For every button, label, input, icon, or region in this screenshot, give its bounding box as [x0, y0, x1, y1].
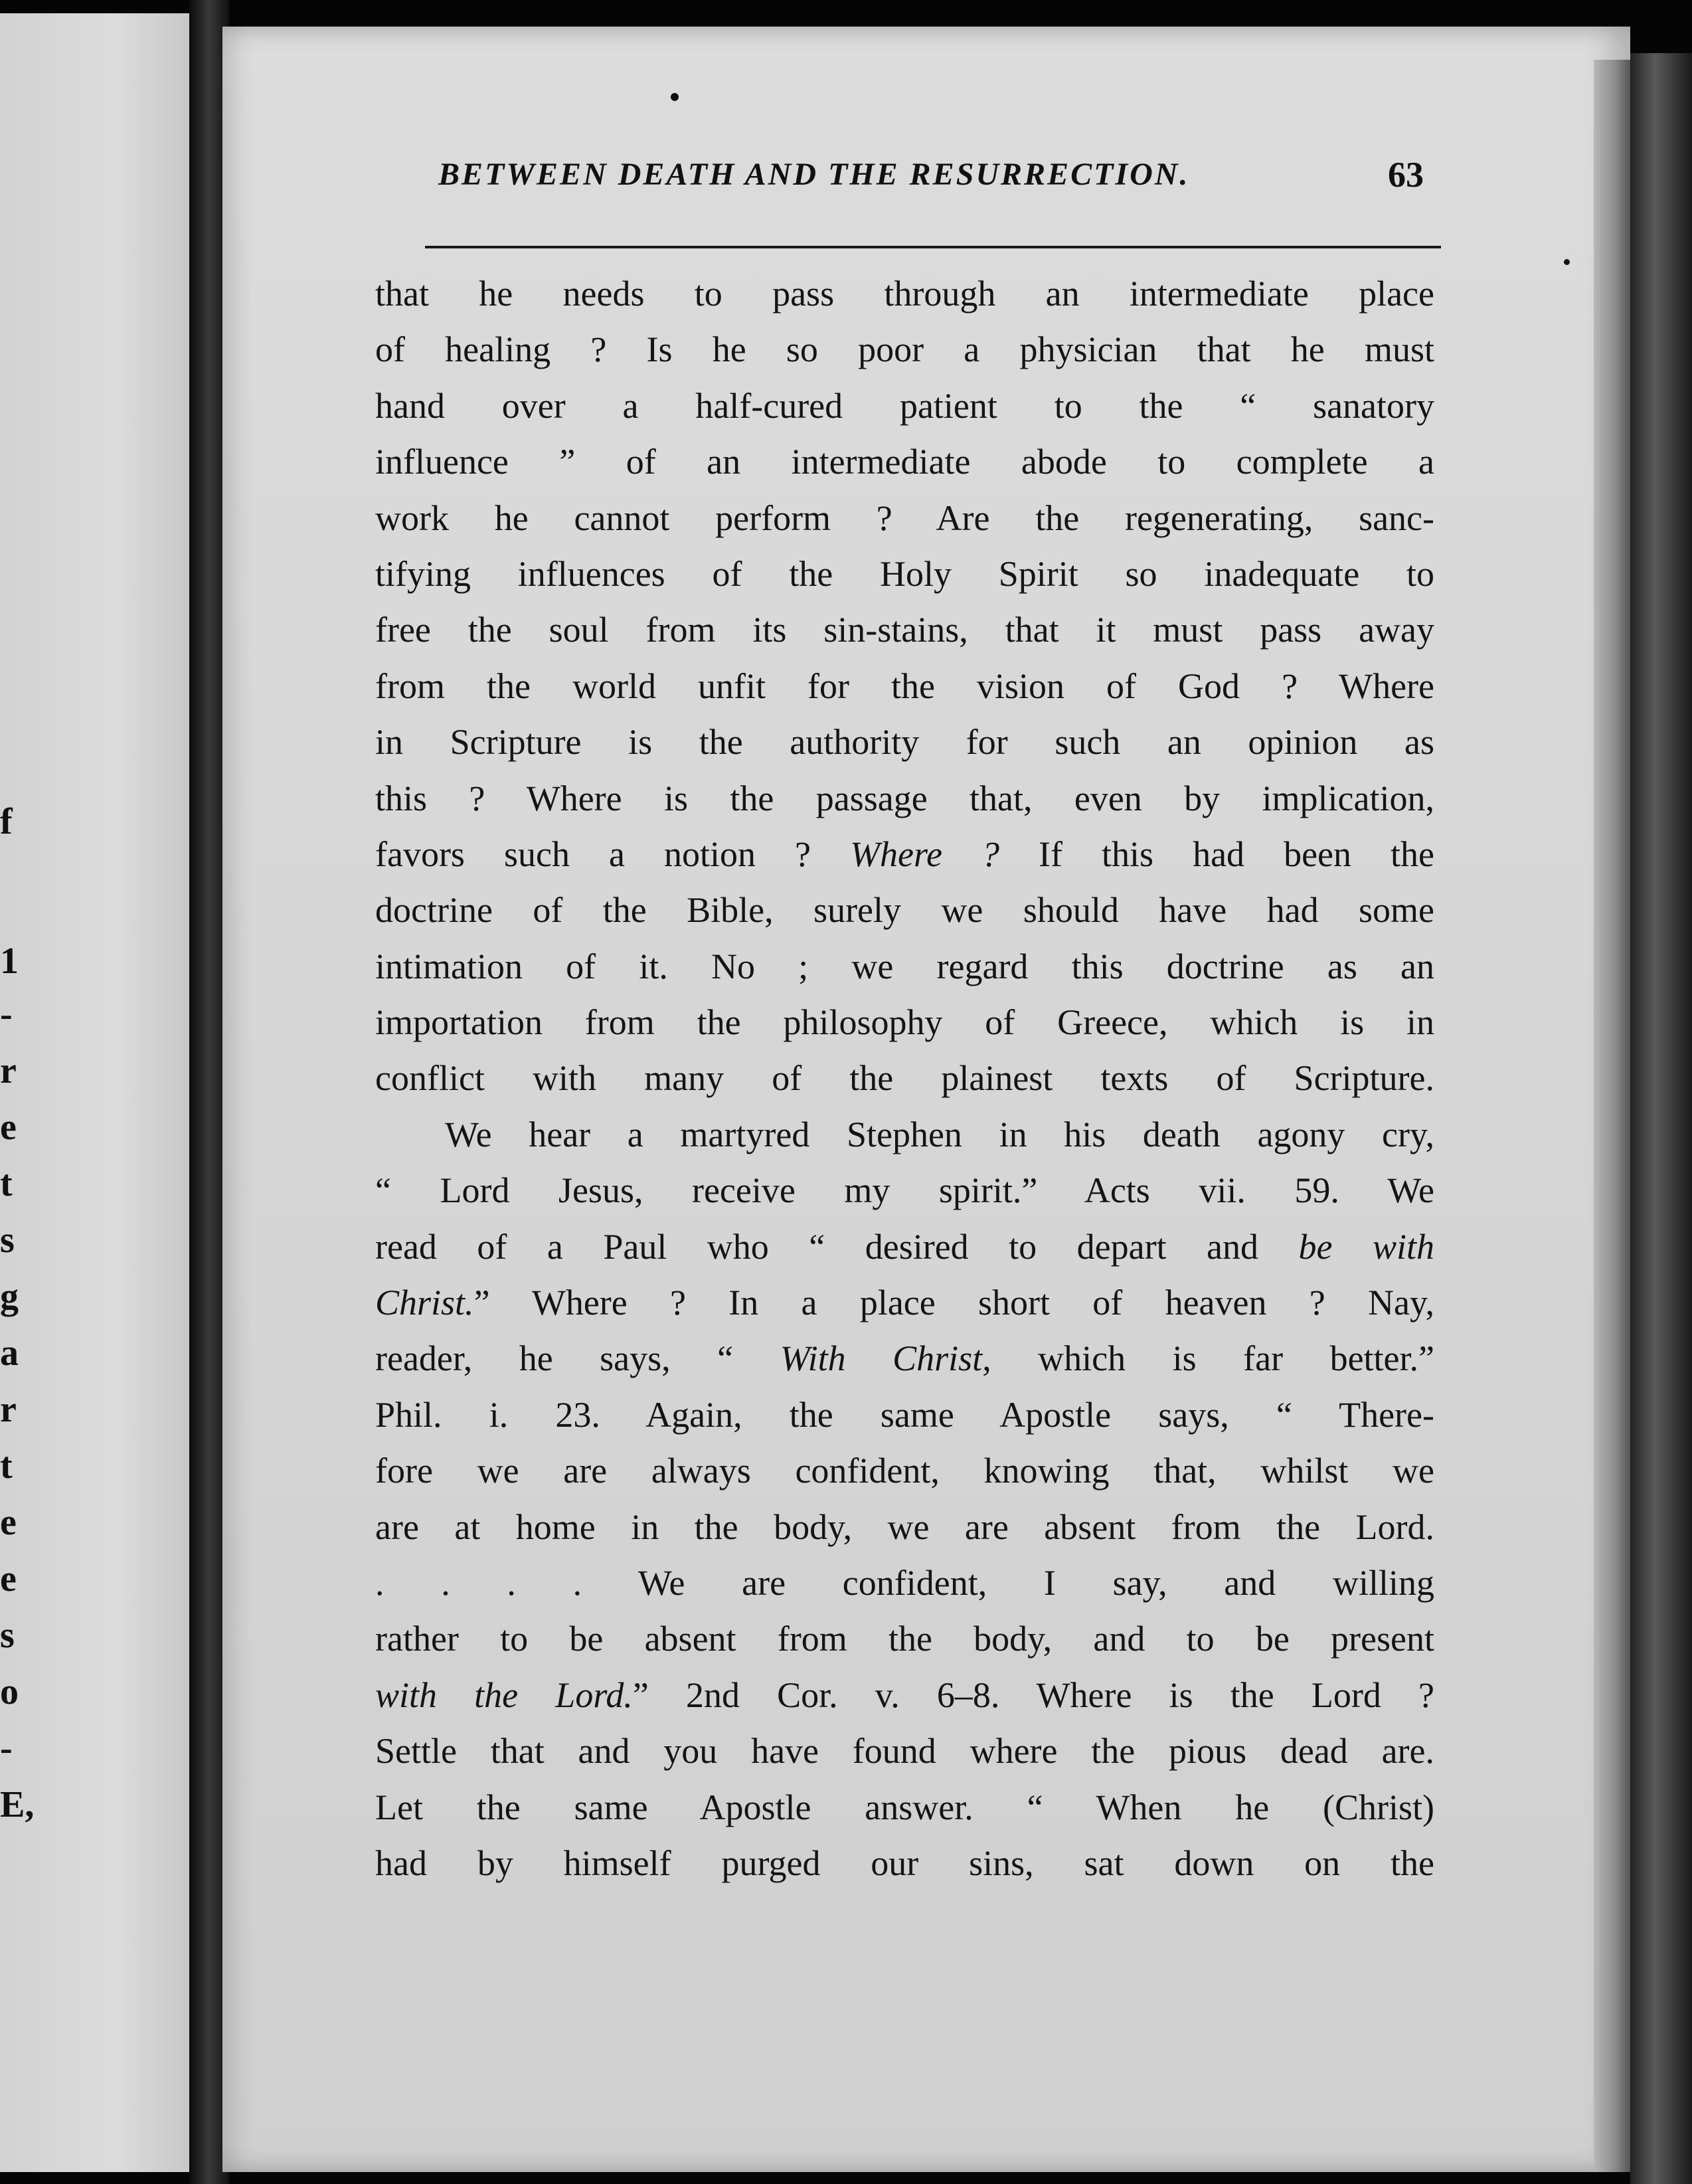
text-line	[375, 378, 1434, 434]
italic-text: with the Lord.	[375, 1675, 633, 1715]
text-segment: , which is far better.”	[982, 1338, 1434, 1379]
left-margin-fragment: a	[0, 1332, 19, 1374]
left-margin-fragment: E,	[0, 1784, 35, 1825]
text-segment: read of a Paul who “ desired to depart and	[375, 1226, 1299, 1267]
text-segment: in Scripture is the authority for such an opinion as	[375, 722, 1434, 763]
text-segment: work he cannot perform ? Are the regenerating, sanc-	[375, 498, 1434, 538]
text-line	[375, 658, 1434, 714]
left-margin-fragment: r	[0, 1050, 17, 1091]
left-margin-fragment: r	[0, 1389, 17, 1430]
text-line	[375, 1275, 1434, 1330]
ink-speck	[671, 93, 679, 101]
text-line	[375, 602, 1434, 658]
text-segment: Settle that and you have found where the pious dead are.	[375, 1731, 1434, 1772]
left-margin-fragment: o	[0, 1671, 19, 1712]
text-segment: conflict with many of the plainest texts of Scripture.	[375, 1058, 1434, 1099]
text-line	[375, 1330, 1434, 1386]
text-line	[375, 546, 1434, 602]
italic-text: Christ.	[375, 1283, 474, 1323]
left-facing-page	[0, 13, 189, 2172]
text-line	[375, 882, 1434, 938]
italic-text: Where ?	[850, 834, 999, 874]
text-segment: We hear a martyred Stephen in his death agony cry,	[445, 1114, 1434, 1154]
text-line	[375, 434, 1434, 490]
text-line	[375, 1555, 1434, 1611]
text-segment: “ Lord Jesus, receive my spirit.” Acts vii. 59. We	[375, 1170, 1434, 1211]
left-margin-fragment: 1	[0, 941, 19, 982]
text-segment: had by himself purged our sins, sat down on the	[375, 1843, 1434, 1883]
page-number: 63	[1388, 155, 1424, 195]
text-line	[375, 1835, 1434, 1891]
text-segment: free the soul from its sin-stains, that it must pass away	[375, 610, 1434, 650]
text-line	[375, 939, 1434, 994]
text-segment: Phil. i. 23. Again, the same Apostle says, “ There-	[375, 1394, 1434, 1435]
ink-speck	[1564, 259, 1570, 265]
left-margin-fragment: e	[0, 1558, 17, 1599]
text-segment: ” 2nd Cor. v. 6–8. Where is the Lord ?	[632, 1675, 1434, 1715]
running-header: BETWEEN DEATH AND THE RESURRECTION.	[438, 157, 1190, 192]
text-line	[375, 490, 1434, 546]
text-segment: from the world unfit for the vision of God ? Where	[375, 666, 1434, 706]
text-line	[375, 1611, 1434, 1667]
italic-text: With Christ	[780, 1338, 983, 1379]
left-margin-fragment: t	[0, 1445, 13, 1487]
left-margin-fragment: -	[0, 1728, 13, 1769]
text-segment: that he needs to pass through an intermediate place	[375, 274, 1434, 314]
text-line	[375, 1443, 1434, 1499]
text-segment: reader, he says, “	[375, 1338, 780, 1379]
left-margin-fragment: e	[0, 1502, 17, 1543]
italic-text: be with	[1298, 1226, 1434, 1267]
text-segment: this ? Where is the passage that, even by implication,	[375, 778, 1434, 818]
left-margin-fragment: s	[0, 1615, 15, 1656]
text-segment: are at home in the body, we are absent from the Lord.	[375, 1506, 1434, 1547]
text-line	[375, 714, 1434, 770]
text-line	[375, 321, 1434, 377]
left-margin-fragment: s	[0, 1220, 15, 1261]
left-margin-fragment: t	[0, 1163, 13, 1204]
text-line	[375, 1387, 1434, 1443]
text-line	[375, 994, 1434, 1050]
book-cover-edge	[1630, 53, 1692, 2184]
text-line	[375, 1667, 1434, 1723]
text-line	[375, 771, 1434, 826]
text-line	[375, 1050, 1434, 1106]
text-segment: importation from the philosophy of Greece, which is in	[375, 1002, 1434, 1043]
text-segment: If this had been the	[999, 834, 1434, 874]
page-edge-strip	[1594, 60, 1630, 2172]
text-segment: of healing ? Is he so poor a physician that he must	[375, 329, 1434, 370]
text-segment: hand over a half-cured patient to the “ sanatory	[375, 385, 1434, 426]
text-line	[375, 1107, 1434, 1162]
text-line	[375, 1219, 1434, 1275]
text-line	[375, 1779, 1434, 1835]
left-margin-fragment: -	[0, 994, 13, 1035]
text-segment: influence ” of an intermediate abode to complete a	[375, 442, 1434, 482]
text-line	[375, 1499, 1434, 1555]
text-segment: fore we are always confident, knowing that, whilst we	[375, 1451, 1434, 1491]
text-segment: tifying influences of the Holy Spirit so inadequate to	[375, 553, 1434, 594]
text-segment: Let the same Apostle answer. “ When he (Christ)	[375, 1787, 1434, 1827]
text-line	[375, 1723, 1434, 1779]
text-segment: intimation of it. No ; we regard this doctrine as an	[375, 946, 1434, 986]
left-margin-fragment: e	[0, 1107, 17, 1148]
text-line	[375, 826, 1434, 882]
text-line	[375, 266, 1434, 321]
body-text	[375, 266, 1434, 1891]
left-margin-fragment: f	[0, 801, 13, 842]
left-margin-fragment: g	[0, 1276, 19, 1317]
text-segment: rather to be absent from the body, and to be present	[375, 1619, 1434, 1659]
text-segment: doctrine of the Bible, surely we should have had some	[375, 890, 1434, 931]
text-segment: ” Where ? In a place short of heaven ? Nay,	[473, 1283, 1434, 1323]
text-line	[375, 1162, 1434, 1218]
text-segment: . . . . We are confident, I say, and willing	[375, 1562, 1434, 1603]
header-rule	[425, 246, 1441, 248]
text-segment: favors such a notion ?	[375, 834, 851, 874]
